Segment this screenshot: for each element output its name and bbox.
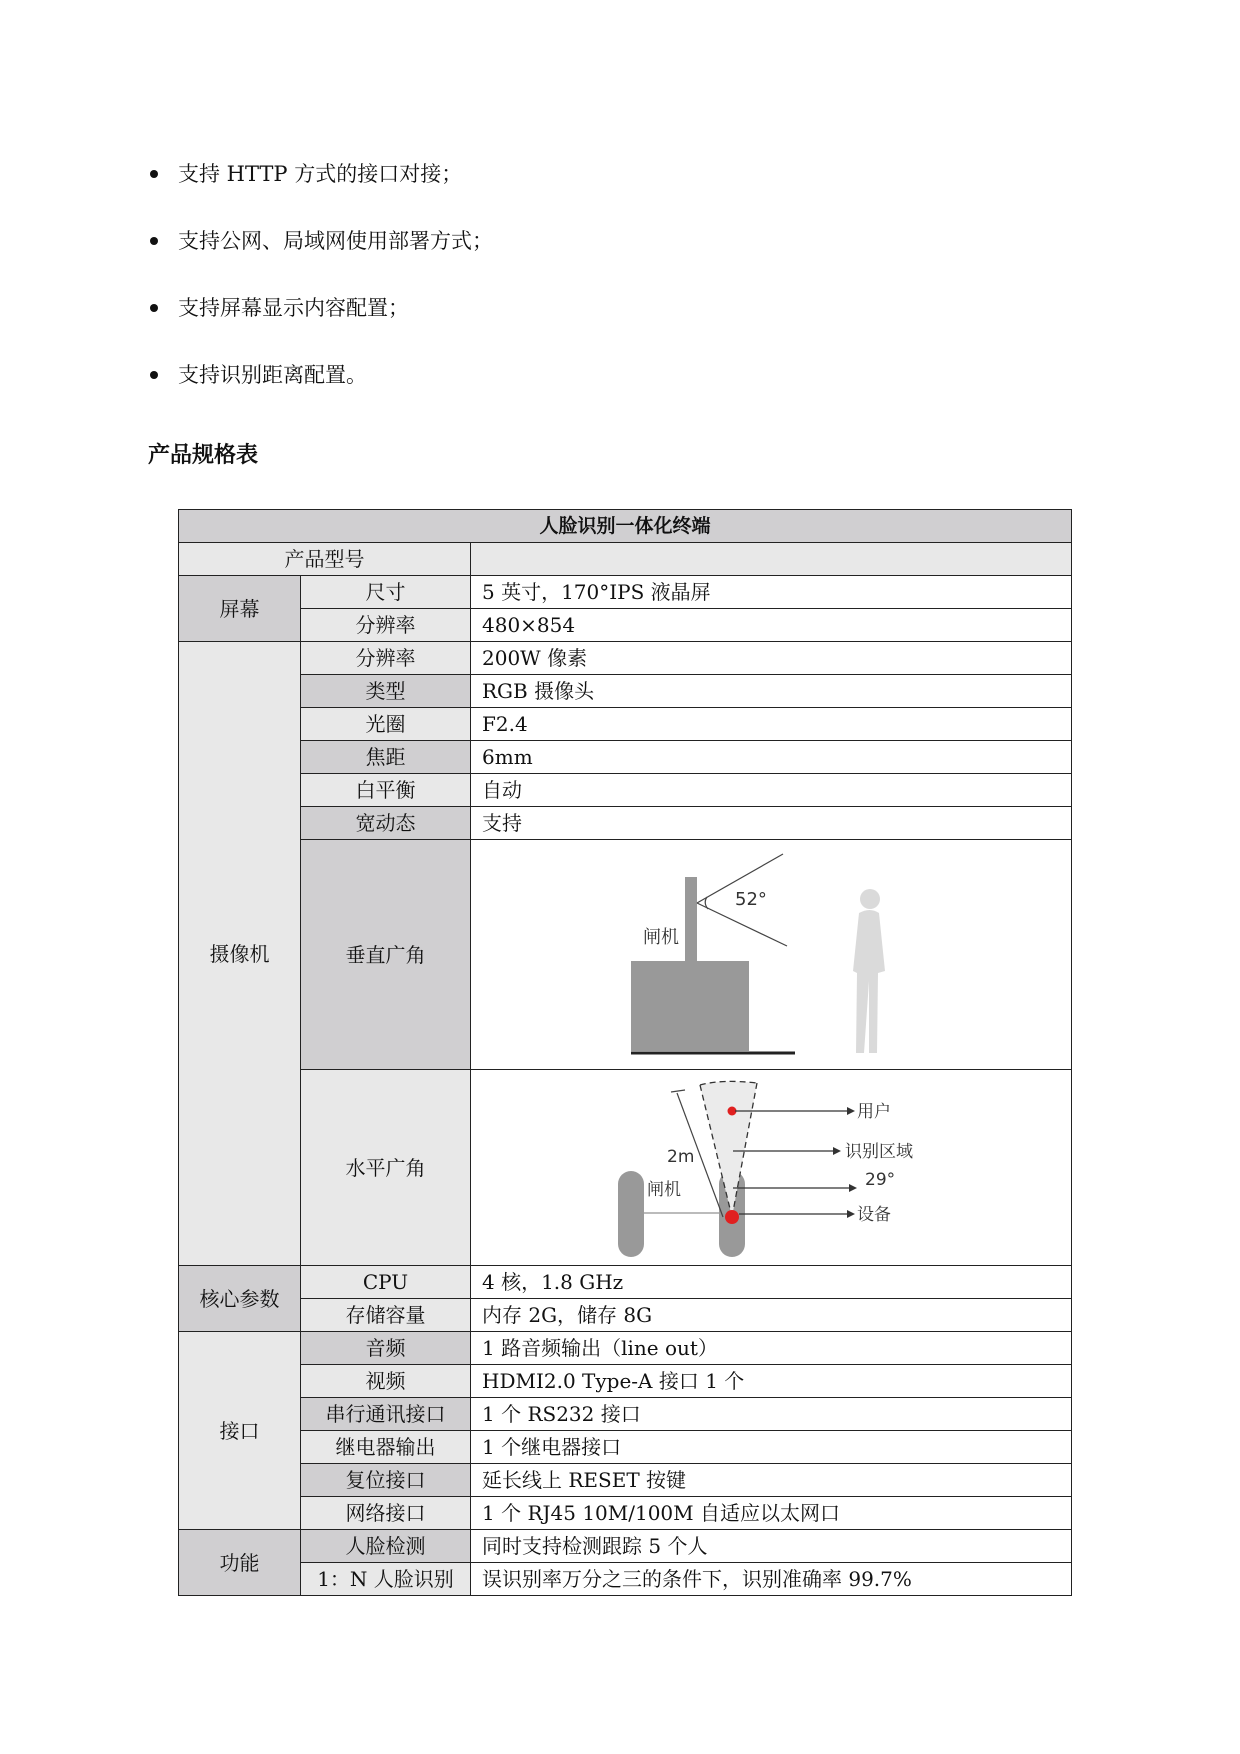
spec-label: 光圈 <box>301 708 471 741</box>
table-row <box>179 675 1072 708</box>
horizontal-fov-svg <box>471 1071 1072 1265</box>
spec-value: 1 个继电器接口 <box>471 1431 1072 1464</box>
table-row <box>179 807 1072 840</box>
bullet-dot-icon <box>150 304 158 312</box>
spec-value: 6mm <box>471 741 1072 774</box>
spec-label: 类型 <box>301 675 471 708</box>
bullet-item: 支持 HTTP 方式的接口对接； <box>150 160 1050 188</box>
bullet-item: 支持屏幕显示内容配置； <box>150 294 1050 322</box>
zone-label: 识别区域 <box>845 1141 913 1162</box>
spec-label: CPU <box>301 1266 471 1299</box>
spec-label: 串行通讯接口 <box>301 1398 471 1431</box>
table-row <box>179 510 1072 543</box>
spec-table <box>178 509 1072 1596</box>
spec-label: 垂直广角 <box>301 840 471 1070</box>
user-label: 用户 <box>857 1101 891 1122</box>
spec-value: 内存 2G，储存 8G <box>471 1299 1072 1332</box>
spec-label: 网络接口 <box>301 1497 471 1530</box>
arrow-icon <box>833 1147 841 1155</box>
table-row <box>179 1431 1072 1464</box>
group-function: 功能 <box>179 1530 301 1596</box>
feature-bullets <box>150 160 1050 428</box>
recognition-zone-shape <box>700 1081 757 1217</box>
table-row <box>179 1398 1072 1431</box>
spec-label: 继电器输出 <box>301 1431 471 1464</box>
group-screen: 屏幕 <box>179 576 301 642</box>
gate-label: 闸机 <box>647 1179 681 1200</box>
gate-body-shape <box>631 961 749 1051</box>
table-row <box>179 1464 1072 1497</box>
table-row <box>179 1266 1072 1299</box>
table-row <box>179 1563 1072 1596</box>
spec-value: 200W 像素 <box>471 642 1072 675</box>
table-row <box>179 543 1072 576</box>
spec-value: 5 英寸，170°IPS 液晶屏 <box>471 576 1072 609</box>
spec-label: 分辨率 <box>301 609 471 642</box>
angle-label: 52° <box>735 888 767 910</box>
spec-value: 同时支持检测跟踪 5 个人 <box>471 1530 1072 1563</box>
vertical-fov-diagram <box>471 840 1072 1070</box>
bullet-item: 支持识别距离配置。 <box>150 361 1050 389</box>
group-interface: 接口 <box>179 1332 301 1530</box>
spec-label: 1：N 人脸识别 <box>301 1563 471 1596</box>
spec-label: 水平广角 <box>301 1070 471 1266</box>
spec-value: 支持 <box>471 807 1072 840</box>
table-row <box>179 576 1072 609</box>
spec-label: 复位接口 <box>301 1464 471 1497</box>
spec-label: 尺寸 <box>301 576 471 609</box>
table-row <box>179 1299 1072 1332</box>
table-row <box>179 1070 1072 1266</box>
device-label: 设备 <box>857 1204 891 1225</box>
table-row <box>179 741 1072 774</box>
spec-value: 4 核，1.8 GHz <box>471 1266 1072 1299</box>
spec-value: HDMI2.0 Type-A 接口 1 个 <box>471 1365 1072 1398</box>
table-row <box>179 642 1072 675</box>
angle-label: 29° <box>865 1169 896 1190</box>
arrow-icon <box>847 1210 855 1218</box>
spec-label: 白平衡 <box>301 774 471 807</box>
table-row <box>179 708 1072 741</box>
bullet-dot-icon <box>150 371 158 379</box>
spec-label: 人脸检测 <box>301 1530 471 1563</box>
table-row <box>179 840 1072 1070</box>
spec-value: RGB 摄像头 <box>471 675 1072 708</box>
bullet-item: 支持公网、局域网使用部署方式； <box>150 227 1050 255</box>
table-row <box>179 1332 1072 1365</box>
device-dot-icon <box>725 1210 739 1224</box>
spec-value: 480×854 <box>471 609 1072 642</box>
model-label: 产品型号 <box>179 543 471 576</box>
table-row <box>179 1530 1072 1563</box>
distance-label: 2m <box>667 1146 695 1167</box>
spec-value: 1 个 RS232 接口 <box>471 1398 1072 1431</box>
table-row <box>179 774 1072 807</box>
spec-value: F2.4 <box>471 708 1072 741</box>
model-value <box>471 543 1072 576</box>
gate-left-shape <box>618 1171 644 1257</box>
bullet-dot-icon <box>150 170 158 178</box>
arrow-icon <box>847 1107 855 1115</box>
table-row <box>179 609 1072 642</box>
spec-label: 宽动态 <box>301 807 471 840</box>
table-row <box>179 1497 1072 1530</box>
spec-value: 1 个 RJ45 10M/100M 自适应以太网口 <box>471 1497 1072 1530</box>
spec-value: 误识别率万分之三的条件下，识别准确率 99.7% <box>471 1563 1072 1596</box>
bullet-dot-icon <box>150 237 158 245</box>
table-row <box>179 1365 1072 1398</box>
section-title: 产品规格表 <box>148 443 259 468</box>
spec-label: 视频 <box>301 1365 471 1398</box>
spec-label: 音频 <box>301 1332 471 1365</box>
spec-label: 存储容量 <box>301 1299 471 1332</box>
vertical-fov-svg <box>471 841 1072 1069</box>
spec-value: 延长线上 RESET 按键 <box>471 1464 1072 1497</box>
spec-label: 焦距 <box>301 741 471 774</box>
gate-label: 闸机 <box>643 926 679 948</box>
spec-label: 分辨率 <box>301 642 471 675</box>
table-title: 人脸识别一体化终端 <box>179 510 1072 543</box>
group-core: 核心参数 <box>179 1266 301 1332</box>
arrow-icon <box>849 1184 857 1192</box>
group-camera: 摄像机 <box>179 642 301 1266</box>
distance-tick-line <box>671 1090 685 1092</box>
person-silhouette-icon <box>853 889 885 1053</box>
gate-pole-shape <box>685 877 697 961</box>
spec-value: 自动 <box>471 774 1072 807</box>
horizontal-fov-diagram <box>471 1070 1072 1266</box>
spec-value: 1 路音频输出（line out） <box>471 1332 1072 1365</box>
